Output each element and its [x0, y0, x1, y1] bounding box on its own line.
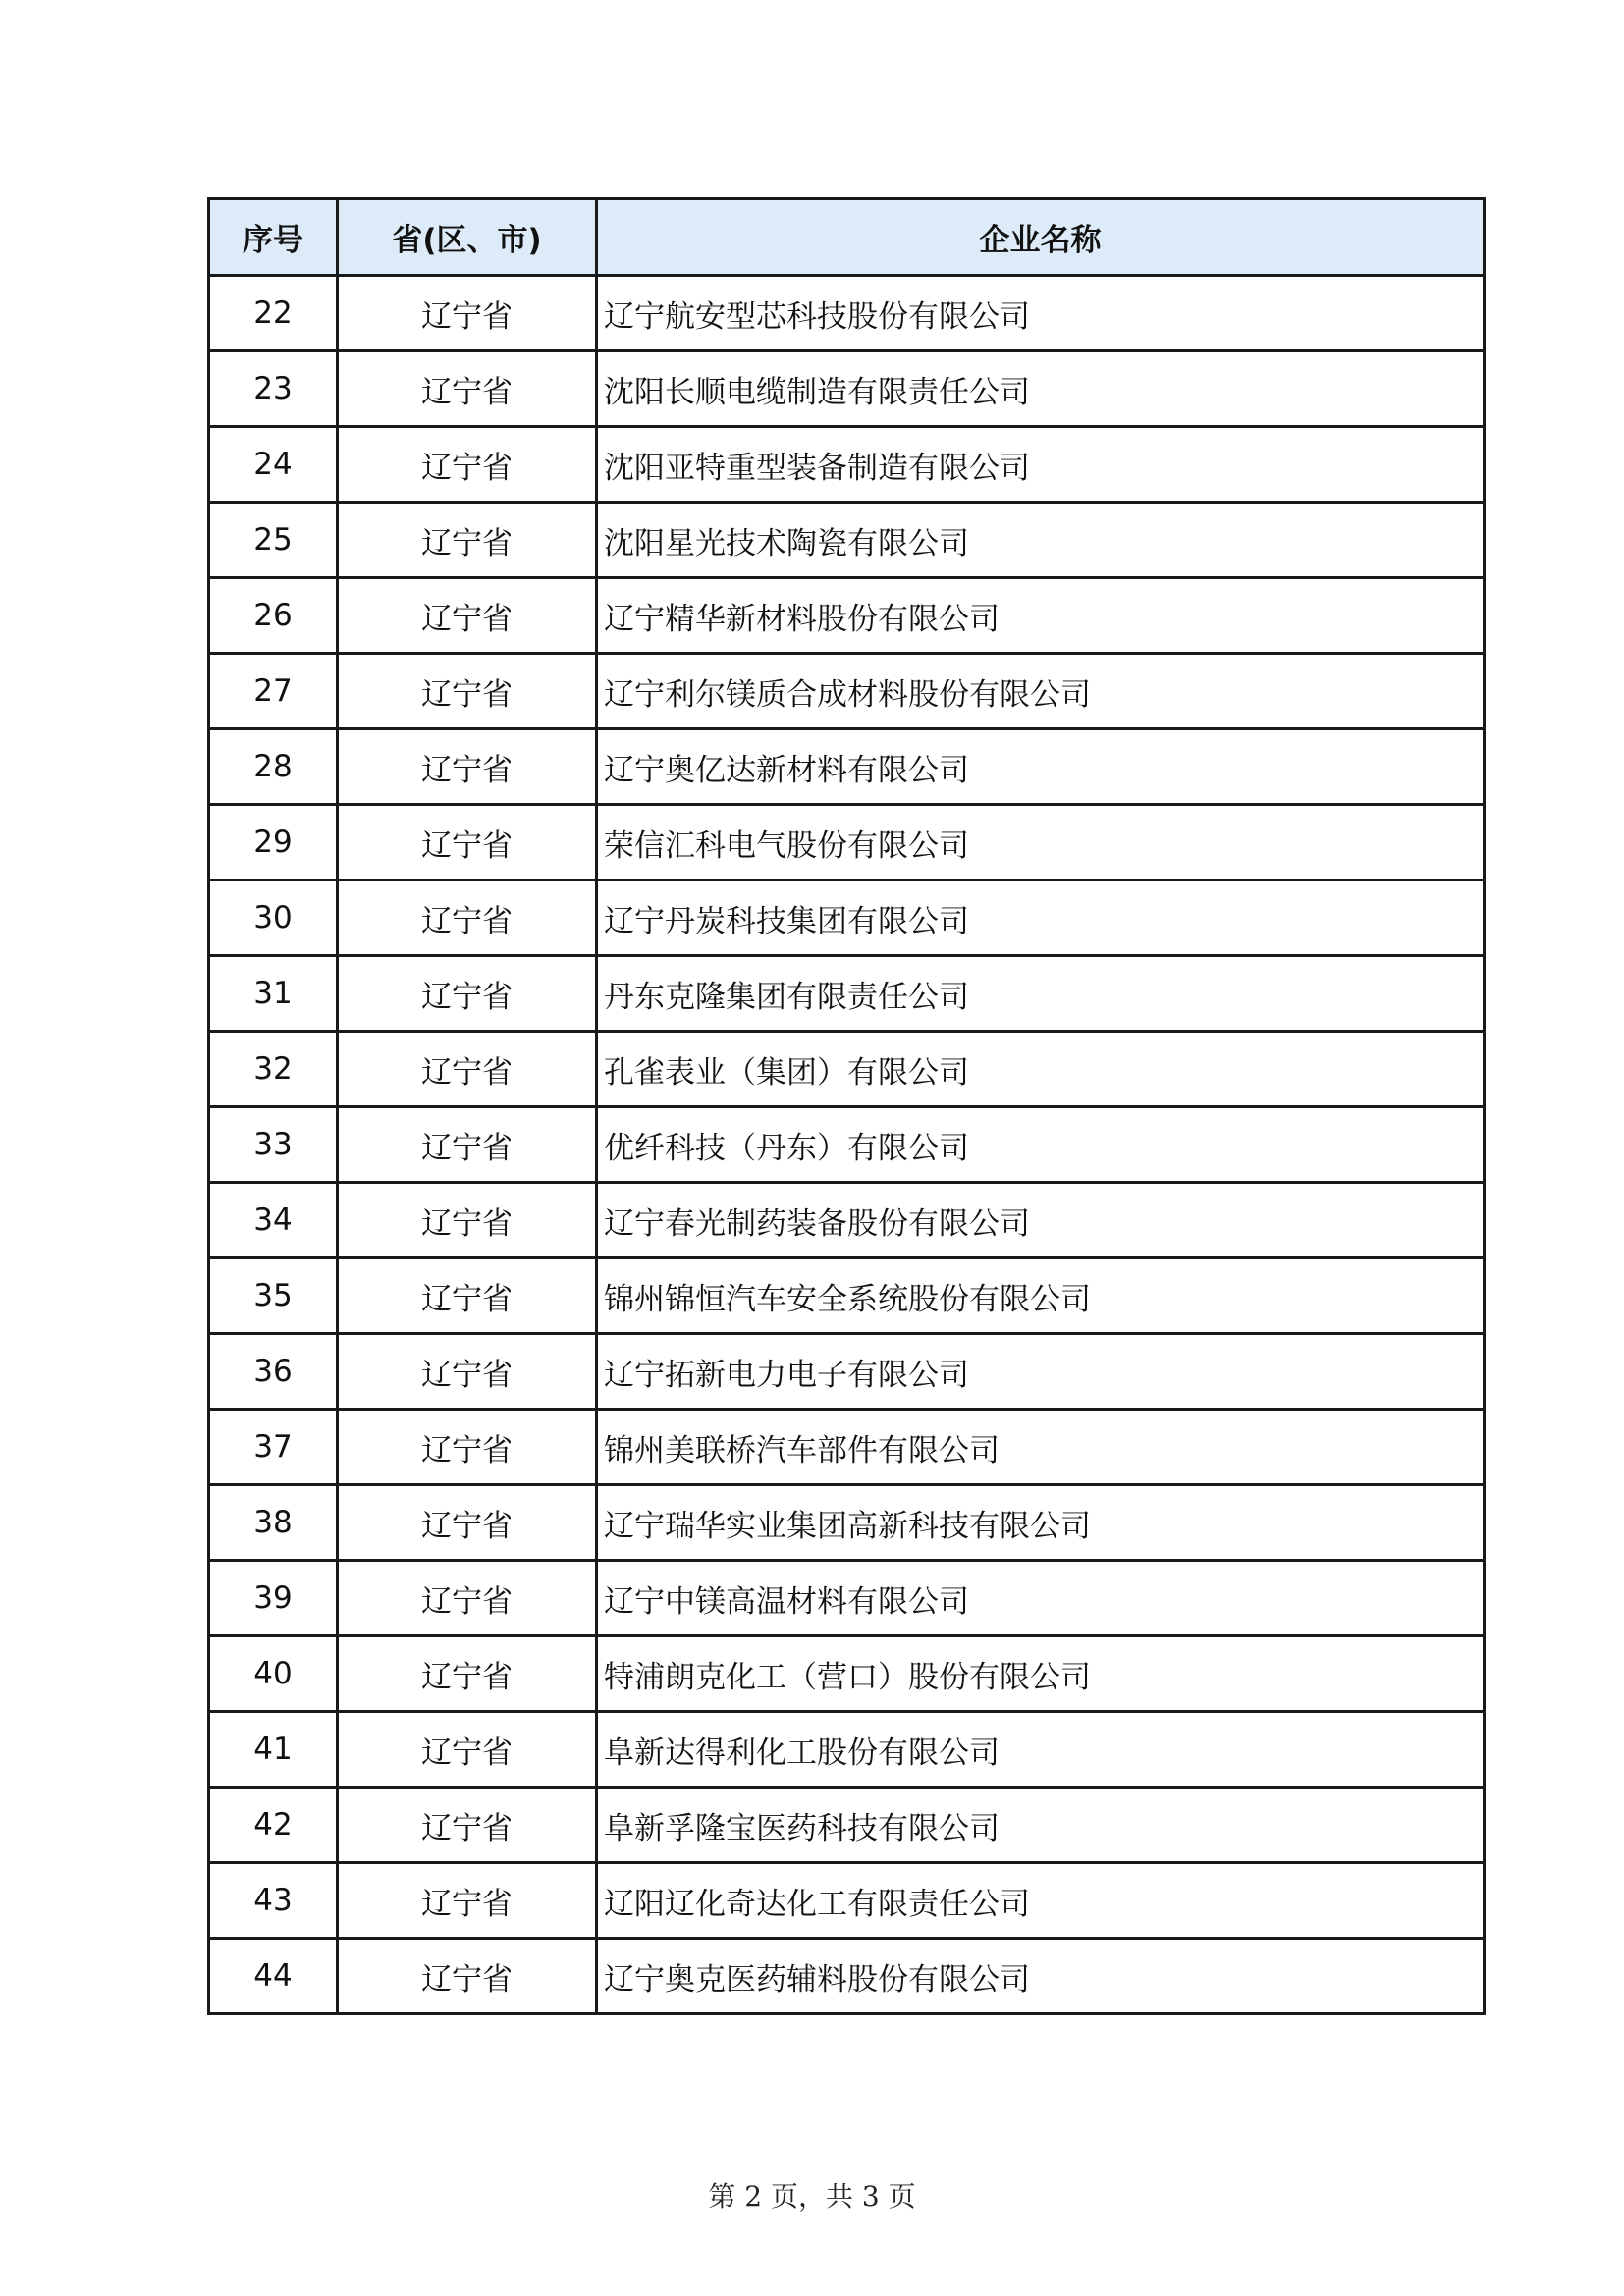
table-row — [209, 1788, 1485, 1863]
row-company-name: 辽宁丹炭科技集团有限公司 — [597, 881, 1485, 956]
row-seq: 33 — [209, 1107, 338, 1183]
row-province: 辽宁省 — [338, 1863, 597, 1939]
header-company: 企业名称 — [597, 199, 1485, 276]
row-province: 辽宁省 — [338, 881, 597, 956]
row-company-name: 沈阳星光技术陶瓷有限公司 — [597, 503, 1485, 578]
row-seq: 25 — [209, 503, 338, 578]
row-province: 辽宁省 — [338, 351, 597, 427]
row-company-name: 辽宁拓新电力电子有限公司 — [597, 1334, 1485, 1410]
table-row — [209, 1410, 1485, 1485]
row-seq: 31 — [209, 956, 338, 1032]
table-row — [209, 1183, 1485, 1258]
table-row — [209, 427, 1485, 503]
row-company-name: 锦州美联桥汽车部件有限公司 — [597, 1410, 1485, 1485]
row-seq: 22 — [209, 276, 338, 351]
row-province: 辽宁省 — [338, 1107, 597, 1183]
row-seq: 30 — [209, 881, 338, 956]
row-province: 辽宁省 — [338, 654, 597, 729]
company-list-table — [207, 197, 1486, 2015]
row-company-name: 阜新孚隆宝医药科技有限公司 — [597, 1788, 1485, 1863]
table-row — [209, 1485, 1485, 1561]
row-province: 辽宁省 — [338, 805, 597, 881]
row-company-name: 优纤科技（丹东）有限公司 — [597, 1107, 1485, 1183]
row-seq: 39 — [209, 1561, 338, 1636]
row-company-name: 丹东克隆集团有限责任公司 — [597, 956, 1485, 1032]
row-seq: 27 — [209, 654, 338, 729]
row-province: 辽宁省 — [338, 427, 597, 503]
table-row — [209, 503, 1485, 578]
table-row — [209, 1032, 1485, 1107]
row-seq: 35 — [209, 1258, 338, 1334]
row-seq: 26 — [209, 578, 338, 654]
table-row — [209, 1334, 1485, 1410]
row-company-name: 锦州锦恒汽车安全系统股份有限公司 — [597, 1258, 1485, 1334]
table-row — [209, 578, 1485, 654]
table-row — [209, 1636, 1485, 1712]
row-company-name: 辽宁中镁高温材料有限公司 — [597, 1561, 1485, 1636]
row-seq: 34 — [209, 1183, 338, 1258]
row-seq: 32 — [209, 1032, 338, 1107]
row-seq: 42 — [209, 1788, 338, 1863]
table-row — [209, 351, 1485, 427]
row-company-name: 阜新达得利化工股份有限公司 — [597, 1712, 1485, 1788]
row-company-name: 沈阳亚特重型装备制造有限公司 — [597, 427, 1485, 503]
header-province: 省(区、市) — [338, 199, 597, 276]
table-row — [209, 1712, 1485, 1788]
row-province: 辽宁省 — [338, 1410, 597, 1485]
row-seq: 40 — [209, 1636, 338, 1712]
row-company-name: 孔雀表业（集团）有限公司 — [597, 1032, 1485, 1107]
table-row — [209, 1939, 1485, 2014]
table-row — [209, 805, 1485, 881]
row-seq: 41 — [209, 1712, 338, 1788]
row-seq: 28 — [209, 729, 338, 805]
row-province: 辽宁省 — [338, 729, 597, 805]
table-row — [209, 1107, 1485, 1183]
row-seq: 29 — [209, 805, 338, 881]
row-province: 辽宁省 — [338, 578, 597, 654]
row-company-name: 辽宁精华新材料股份有限公司 — [597, 578, 1485, 654]
table-row — [209, 1863, 1485, 1939]
row-seq: 43 — [209, 1863, 338, 1939]
table-header-row — [209, 199, 1485, 276]
row-company-name: 辽宁航安型芯科技股份有限公司 — [597, 276, 1485, 351]
row-province: 辽宁省 — [338, 503, 597, 578]
row-province: 辽宁省 — [338, 1258, 597, 1334]
table-body — [209, 276, 1485, 2014]
table-row — [209, 276, 1485, 351]
row-company-name: 荣信汇科电气股份有限公司 — [597, 805, 1485, 881]
row-seq: 36 — [209, 1334, 338, 1410]
row-seq: 38 — [209, 1485, 338, 1561]
row-province: 辽宁省 — [338, 1939, 597, 2014]
row-company-name: 辽宁利尔镁质合成材料股份有限公司 — [597, 654, 1485, 729]
table-row — [209, 1258, 1485, 1334]
row-province: 辽宁省 — [338, 1788, 597, 1863]
table-row — [209, 1561, 1485, 1636]
row-seq: 37 — [209, 1410, 338, 1485]
row-province: 辽宁省 — [338, 956, 597, 1032]
header-seq: 序号 — [209, 199, 338, 276]
table-row — [209, 956, 1485, 1032]
row-company-name: 辽宁奥克医药辅料股份有限公司 — [597, 1939, 1485, 2014]
table-row — [209, 654, 1485, 729]
table-row — [209, 881, 1485, 956]
row-company-name: 辽宁春光制药装备股份有限公司 — [597, 1183, 1485, 1258]
row-province: 辽宁省 — [338, 1636, 597, 1712]
page-number-footer: 第 2 页，共 3 页 — [708, 2180, 916, 2213]
row-province: 辽宁省 — [338, 1485, 597, 1561]
row-company-name: 辽宁瑞华实业集团高新科技有限公司 — [597, 1485, 1485, 1561]
row-province: 辽宁省 — [338, 1561, 597, 1636]
row-province: 辽宁省 — [338, 1334, 597, 1410]
row-seq: 24 — [209, 427, 338, 503]
table-row — [209, 729, 1485, 805]
row-province: 辽宁省 — [338, 1712, 597, 1788]
row-province: 辽宁省 — [338, 1183, 597, 1258]
row-company-name: 特浦朗克化工（营口）股份有限公司 — [597, 1636, 1485, 1712]
row-province: 辽宁省 — [338, 1032, 597, 1107]
row-company-name: 辽阳辽化奇达化工有限责任公司 — [597, 1863, 1485, 1939]
row-seq: 44 — [209, 1939, 338, 2014]
row-company-name: 辽宁奥亿达新材料有限公司 — [597, 729, 1485, 805]
row-province: 辽宁省 — [338, 276, 597, 351]
row-seq: 23 — [209, 351, 338, 427]
row-company-name: 沈阳长顺电缆制造有限责任公司 — [597, 351, 1485, 427]
